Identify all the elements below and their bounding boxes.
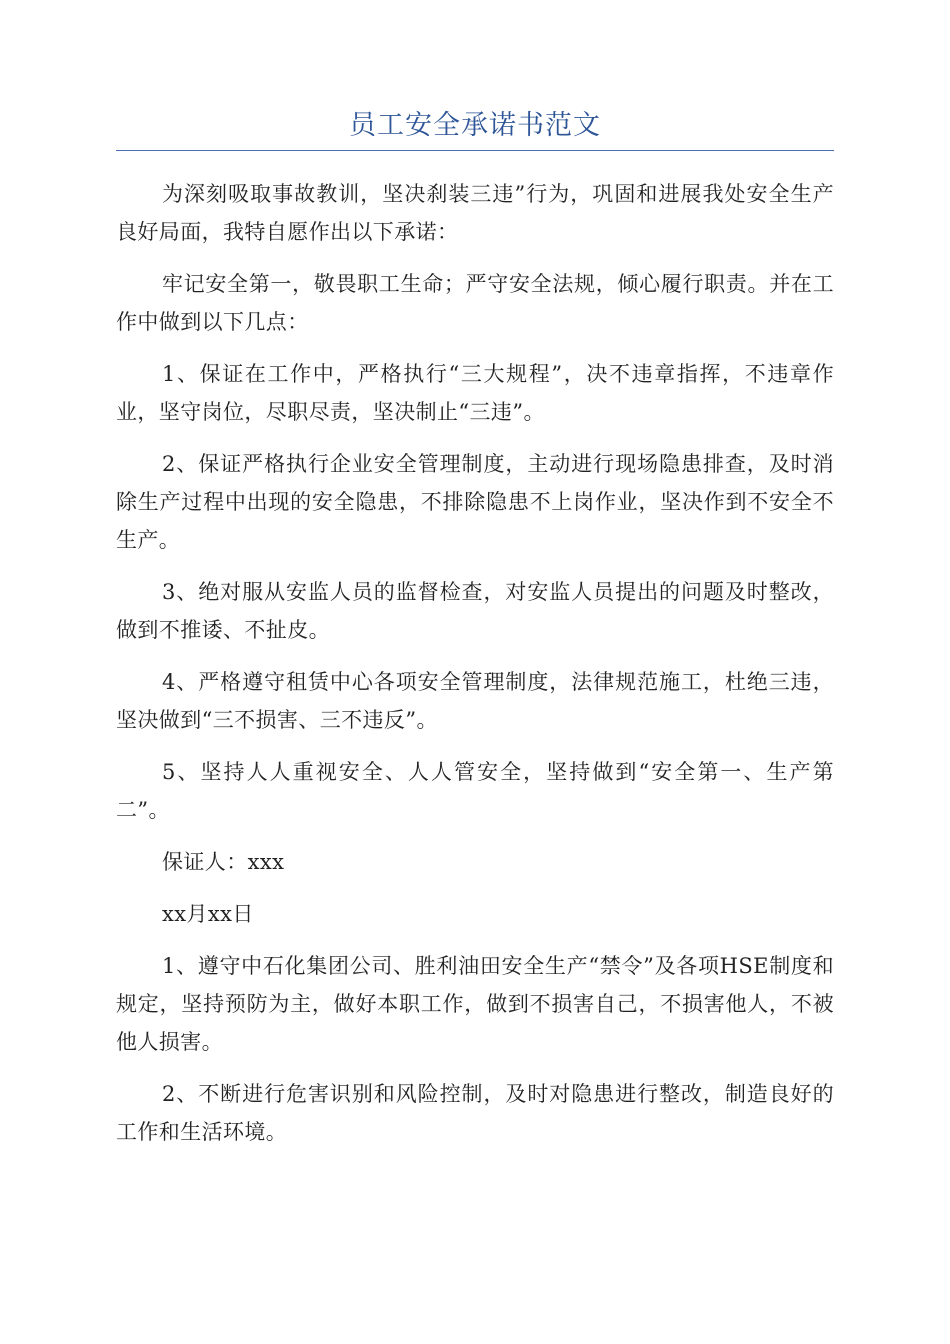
title-underline xyxy=(116,150,834,151)
paragraph-item-4: 4、严格遵守租赁中心各项安全管理制度，法律规范施工，杜绝三违，坚决做到“三不损害、三不违反”。 xyxy=(116,670,834,732)
paragraph-second-item-2: 2、不断进行危害识别和风险控制，及时对隐患进行整改，制造良好的工作和生活环境。 xyxy=(116,1082,834,1144)
paragraph-intro: 为深刻吸取事故教训，坚决刹装三违”行为，巩固和进展我处安全生产良好局面，我特自愿作出以下承诺： xyxy=(116,182,834,244)
paragraph-item-2: 2、保证严格执行企业安全管理制度，主动进行现场隐患排查，及时消除生产过程中出现的安全隐患，不排除隐患不上岗作业，坚决作到不安全不生产。 xyxy=(116,452,834,552)
paragraph-second-item-1: 1、遵守中石化集团公司、胜利油田安全生产“禁令”及各项HSE制度和规定，坚持预防为主，做好本职工作，做到不损害自己，不损害他人，不被他人损害。 xyxy=(116,954,834,1054)
paragraph-item-1: 1、保证在工作中，严格执行“三大规程”，决不违章指挥，不违章作业，坚守岗位，尽职尽责，坚决制止“三违”。 xyxy=(116,362,834,424)
document-title: 员工安全承诺书范文 xyxy=(349,110,601,141)
signature-date: xx月xx日 xyxy=(162,902,254,926)
signature-guarantor: 保证人：xxx xyxy=(162,850,285,874)
paragraph-item-5: 5、坚持人人重视安全、人人管安全，坚持做到“安全第一、生产第二”。 xyxy=(116,760,834,822)
document-page xyxy=(116,108,834,1165)
paragraph-item-3: 3、绝对服从安监人员的监督检查，对安监人员提出的问题及时整改，做到不推诿、不扯皮。 xyxy=(116,580,834,642)
paragraph-pledge: 牢记安全第一，敬畏职工生命；严守安全法规，倾心履行职责。并在工作中做到以下几点： xyxy=(116,272,834,334)
